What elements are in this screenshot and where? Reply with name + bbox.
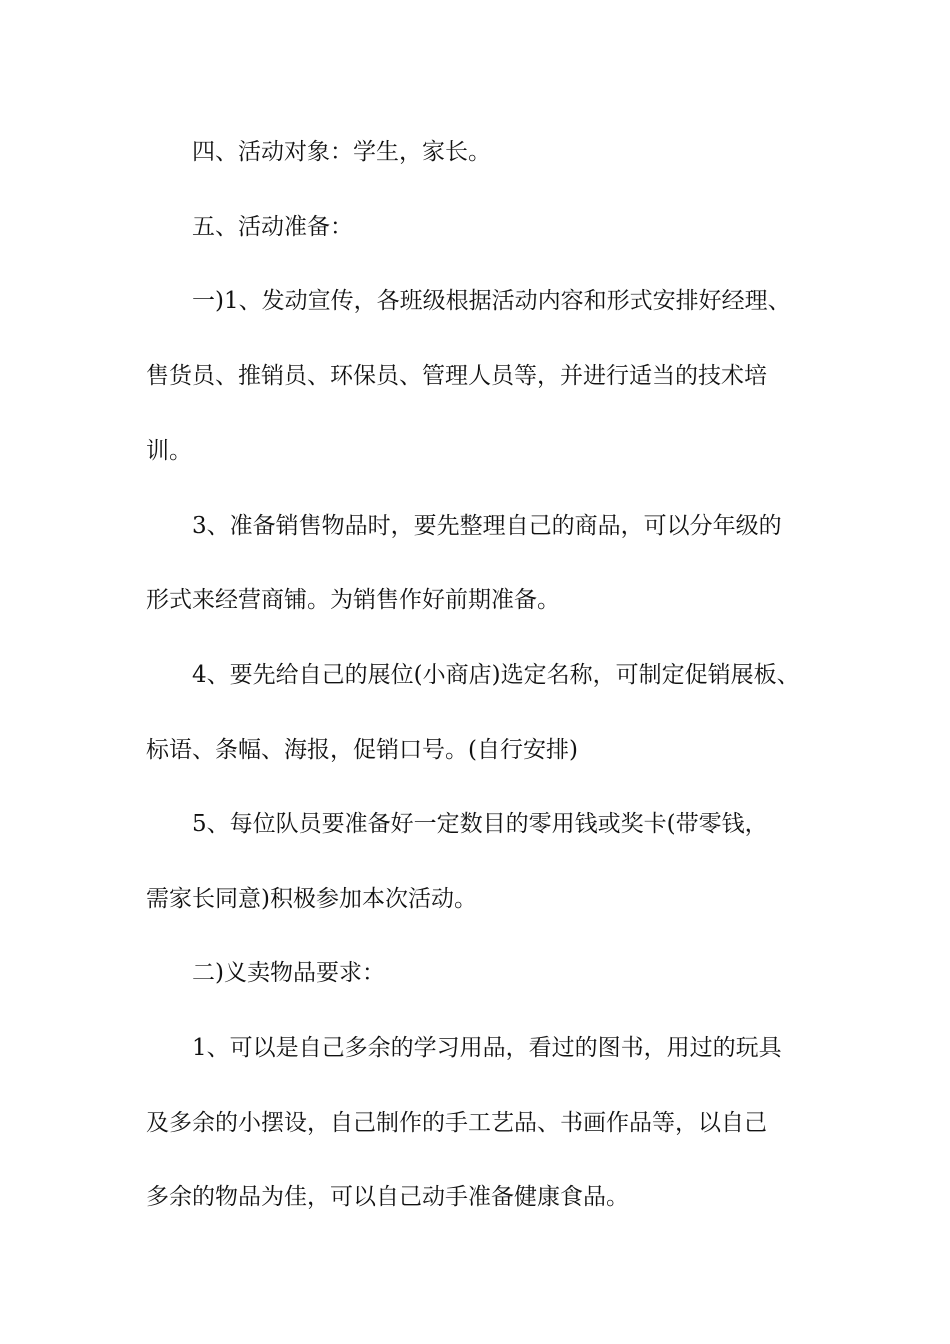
paragraph-line: 形式来经营商铺。为销售作好前期准备。 bbox=[146, 587, 560, 613]
paragraph-line: 及多余的小摆设，自己制作的手工艺品、书画作品等，以自己 bbox=[146, 1110, 767, 1136]
paragraph-line: 多余的物品为佳，可以自己动手准备健康食品。 bbox=[146, 1184, 629, 1210]
paragraph-line: 训。 bbox=[146, 438, 192, 464]
paragraph-line: 售货员、推销员、环保员、管理人员等，并进行适当的技术培 bbox=[146, 363, 767, 389]
paragraph-line: 二)义卖物品要求： bbox=[192, 960, 385, 986]
paragraph-line: 1、可以是自己多余的学习用品，看过的图书，用过的玩具 bbox=[192, 1035, 782, 1061]
paragraph-line: 需家长同意)积极参加本次活动。 bbox=[146, 886, 477, 912]
paragraph-line: 4、要先给自己的展位(小商店)选定名称，可制定促销展板、 bbox=[192, 662, 800, 688]
paragraph-line: 四、活动对象：学生，家长。 bbox=[192, 139, 491, 165]
paragraph-line: 5、每位队员要准备好一定数目的零用钱或奖卡(带零钱， bbox=[192, 811, 768, 837]
paragraph-line: 五、活动准备： bbox=[192, 214, 353, 240]
paragraph-line: 一)1、发动宣传，各班级根据活动内容和形式安排好经理、 bbox=[192, 288, 791, 314]
paragraph-line: 标语、条幅、海报，促销口号。(自行安排) bbox=[146, 737, 578, 763]
paragraph-line: 3、准备销售物品时，要先整理自己的商品，可以分年级的 bbox=[192, 513, 782, 539]
